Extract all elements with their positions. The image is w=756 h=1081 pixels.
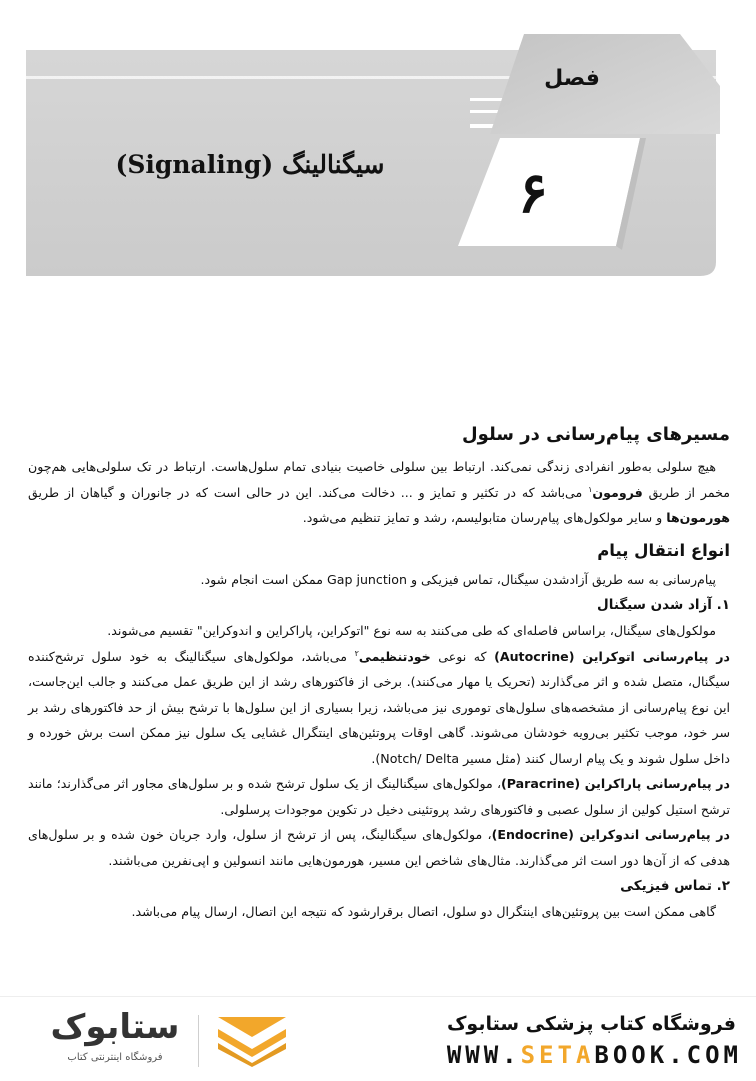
chapter-title: سیگنالینگ (Signaling) <box>115 150 385 179</box>
logo-wordmark: ستابوک <box>50 1007 180 1047</box>
book-stack-logo-icon <box>212 1011 292 1067</box>
autocrine-label: در پیام‌رسانی اتوکراین (Autocrine) <box>494 648 731 664</box>
intro-text-2: می‌باشد که در تکثیر و تمایز و ... دخالت می‌کند. این در حالی است که در جانوران و گیاهان از طریق <box>28 484 589 500</box>
paracrine-label: در پیام‌رسانی پاراکراین (Paracrine) <box>501 776 730 791</box>
transmission-heading: انواع انتقال پیام <box>597 540 730 560</box>
autocrine-text-2: می‌باشد، مولکول‌های سیگنالینگ به خود سلول ترشح‌کننده سیگنال، متصل شده و اثر می‌گذارند (تحریک یا مهار می‌کنند). برخی از فاکتورهای رشد از این طریق عمل می‌کنند و جالب این‌جاست، این نوع پیام‌رسانی از مشخصه‌های سلول‌های توموری نیز می‌باشد، زیرا بسیاری از این سلول‌ها با ترشح بیش از حد فاکتورهای رشد بر سر خود، موجب تکثیر بی‌رویه خودشان می‌شوند. گاهی اوقات پروتئین‌های اینتگرال غشایی یک سلول نیز ممکن است برش خورده و داخل سلول شوند و یک پیام ارسال کنند (مثل مسیر Notch/ Delta). <box>28 648 730 766</box>
subheading-physical-contact: ۲. تماس فیزیکی <box>620 878 730 894</box>
chapter-number: ۶ <box>517 160 549 226</box>
endocrine-text: ، مولکول‌های سیگنالینگ، پس از ترشح از سلول، وارد جریان خون شده و بر سلول‌های هدفی که از آن‌ها دور است اثر می‌گذارند. مثال‌های شاخص این مسیر، هورمون‌هایی مانند انسولین و اپی‌نفرین می‌باشند. <box>28 827 730 868</box>
url-prefix: WWW. <box>446 1041 521 1069</box>
term-hormones: هورمون‌ها <box>666 510 730 525</box>
autocrine-text-1: که نوعی <box>430 648 495 664</box>
page-content <box>28 418 730 925</box>
footnote-ref-1: ۱ <box>588 484 593 494</box>
footnote-ref-2: ۲ <box>354 648 359 658</box>
logo-divider <box>198 1015 199 1067</box>
endocrine-paragraph <box>28 822 730 873</box>
signal-release-paragraph: مولکول‌های سیگنال، براساس فاصله‌ای که طی می‌کنند به سه نوع "اتوکراین، پاراکراین و اندوکراین" تقسیم می‌شوند. <box>107 623 716 638</box>
chapter-label: فصل <box>544 66 600 91</box>
url-suffix: BOOK.COM <box>594 1041 742 1069</box>
subheading-signal-release: ۱. آزاد شدن سیگنال <box>597 597 730 613</box>
paracrine-paragraph <box>28 771 730 822</box>
url-accent: SETA <box>520 1041 595 1069</box>
paracrine-text: ، مولکول‌های سیگنالینگ از یک سلول ترشح شده و بر سلول‌های مجاور اثر می‌گذارند؛ مانند ترشح استیل کولین از سلول عصبی و فاکتورهای رشد پروتئینی دخیل در تکوین موجودات پرسلولی. <box>28 776 730 817</box>
endocrine-label: در پیام‌رسانی اندوکراین (Endocrine) <box>491 827 730 842</box>
section-heading: مسیرهای پیام‌رسانی در سلول <box>462 424 730 445</box>
term-pheromone: فرومون <box>592 484 643 500</box>
store-url[interactable] <box>372 1041 742 1069</box>
chapter-header <box>0 0 756 300</box>
intro-text-1: هیچ سلولی به‌طور انفرادی زندگی نمی‌کند. ارتباط بین سلولی خاصیت بنیادی تمام سلول‌هاست. ارتباط در تک سلولی‌هایی هم‌چون مخمر از طریق <box>28 459 730 500</box>
store-footer-banner[interactable] <box>0 996 756 1081</box>
intro-paragraph <box>28 454 730 531</box>
term-self-regulation: خودتنظیمی <box>358 648 431 664</box>
intro-text-3: و سایر مولکول‌های پیام‌رسان متابولیسم، رشد و تمایز تنظیم می‌شود. <box>302 510 667 525</box>
store-name: فروشگاه کتاب پزشکی ستابوک <box>446 1013 736 1035</box>
bottom-fade-overlay <box>0 930 756 1000</box>
autocrine-paragraph <box>28 644 730 772</box>
logo-tagline: فروشگاه اینترنتی کتاب <box>67 1052 163 1063</box>
transmission-intro: پیام‌رسانی به سه طریق آزادشدن سیگنال، تماس فیزیکی و Gap junction ممکن است انجام شود. <box>200 571 716 587</box>
physical-contact-paragraph: گاهی ممکن است بین پروتئین‌های اینتگرال دو سلول، اتصال برقرارشود که نتیجه این اتصال، ارسال پیام می‌باشد. <box>131 904 716 919</box>
